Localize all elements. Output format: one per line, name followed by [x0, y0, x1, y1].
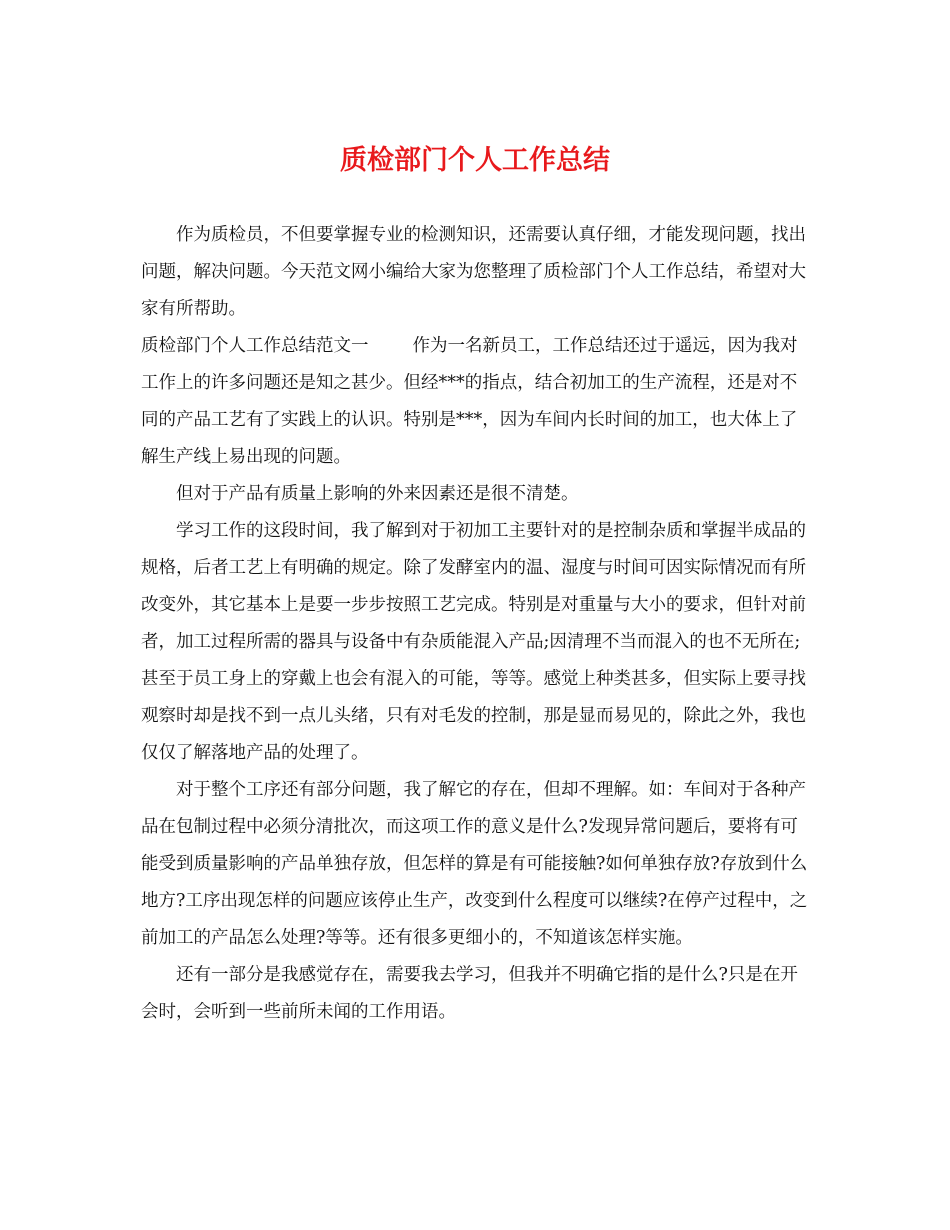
paragraph-intro: 作为质检员，不但要掌握专业的检测知识，还需要认真仔细，才能发现问题，找出问题，解决问题。今天范文网小编给大家为您整理了质检部门个人工作总结，希望对大家有所帮助。 [141, 225, 806, 319]
paragraph-terminology: 还有一部分是我感觉存在，需要我去学习，但我并不明确它指的是什么?只是在开会时，会听到一些前所未闻的工作用语。 [141, 965, 798, 1022]
document-body [141, 217, 811, 1031]
paragraph-external-factors: 但对于产品有质量上影响的外来因素还是很不清楚。 [176, 484, 579, 504]
sample-one-text: 作为一名新员工，工作总结还过于遥远，因为我对工作上的许多问题还是知之甚少。但经***的指点，结合初加工的生产流程，还是对不同的产品工艺有了实践上的认识。特别是***，因为车间内长时间的加工，也大体上了解生产线上易出现的问题。 [141, 336, 798, 467]
paragraph-learning: 学习工作的这段时间，我了解到对于初加工主要针对的是控制杂质和掌握半成品的规格，后者工艺上有明确的规定。除了发酵室内的温、湿度与时间可因实际情况而有所改变外，其它基本上是要一步步按照工艺完成。特别是对重量与大小的要求，但针对前者，加工过程所需的器具与设备中有杂质能混入产品;因清理不当而混入的也不无所在;甚至于员工身上的穿戴上也会有混入的可能，等等。感觉上种类甚多，但实际上要寻找观察时却是找不到一点儿头绪，只有对毛发的控制，那是显而易见的，除此之外，我也仅仅了解落地产品的处理了。 [141, 521, 806, 763]
paragraph-process-questions: 对于整个工序还有部分问题，我了解它的存在，但却不理解。如：车间对于各种产品在包制过程中必须分清批次，而这项工作的意义是什么?发现异常问题后，要将有可能受到质量影响的产品单独存放，但怎样的算是有可能接触?如何单独存放?存放到什么地方?工序出现怎样的问题应该停止生产，改变到什么程度可以继续?在停产过程中，之前加工的产品怎么处理?等等。还有很多更细小的，不知道该怎样实施。 [141, 780, 808, 948]
sample-heading: 质检部门个人工作总结范文一 [141, 336, 369, 356]
document-title: 质检部门个人工作总结 [340, 145, 610, 176]
paragraph-sample-one [141, 328, 811, 476]
